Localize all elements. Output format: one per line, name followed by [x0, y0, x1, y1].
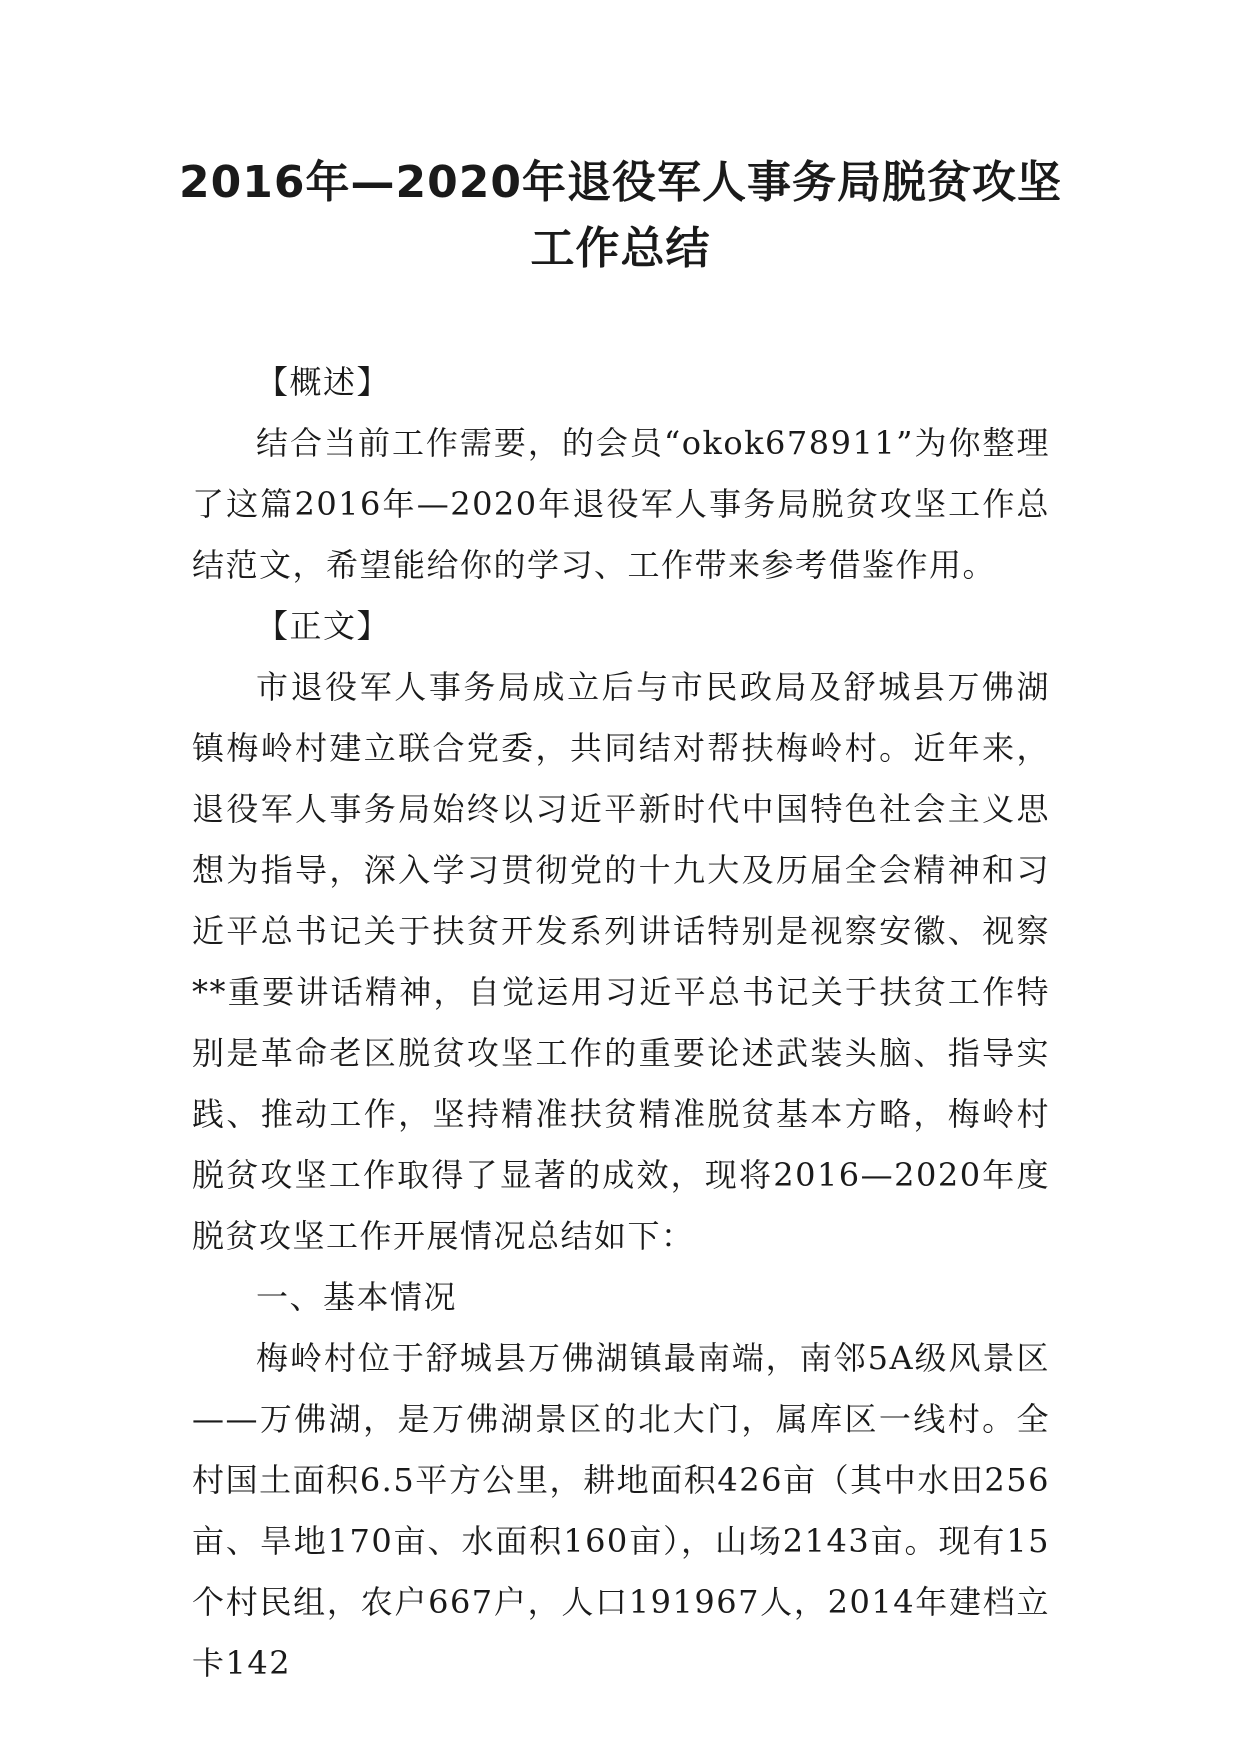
paragraph-main-intro: 市退役军人事务局成立后与市民政局及舒城县万佛湖镇梅岭村建立联合党委，共同结对帮扶梅岭村。近年来，退役军人事务局始终以习近平新时代中国特色社会主义思想为指导，深入学习贯彻党的十九大及历届全会精神和习近平总书记关于扶贫开发系列讲话特别是视察安徽、视察**重要讲话精神，自觉运用习近平总书记关于扶贫工作特别是革命老区脱贫攻坚工作的重要论述武装头脑、指导实践、推动工作，坚持精准扶贫精准脱贫基本方略，梅岭村脱贫攻坚工作取得了显著的成效，现将2016—2020年度脱贫攻坚工作开展情况总结如下： [192, 668, 1050, 1255]
document-title-line-2: 工作总结 [530, 223, 711, 274]
paragraph-basic-situation: 梅岭村位于舒城县万佛湖镇最南端，南邻5A级风景区——万佛湖，是万佛湖景区的北大门，属库区一线村。全村国土面积6.5平方公里，耕地面积426亩（其中水田256亩、旱地170亩、水面积160亩），山场2143亩。现有15个村民组，农户667户，人口191967人，2014年建档立卡142 [192, 1339, 1050, 1682]
section-heading-basic-situation: 一、基本情况 [256, 1278, 458, 1316]
document-body [192, 352, 1050, 1694]
document-title-line-1: 2016年—2020年退役军人事务局脱贫攻坚 [179, 157, 1062, 208]
section-heading-overview: 【概述】 [256, 363, 391, 401]
section-heading-main-text: 【正文】 [256, 607, 391, 645]
paragraph-overview: 结合当前工作需要，的会员“okok678911”为你整理了这篇2016年—2020年退役军人事务局脱贫攻坚工作总结范文，希望能给你的学习、工作带来参考借鉴作用。 [192, 424, 1050, 584]
